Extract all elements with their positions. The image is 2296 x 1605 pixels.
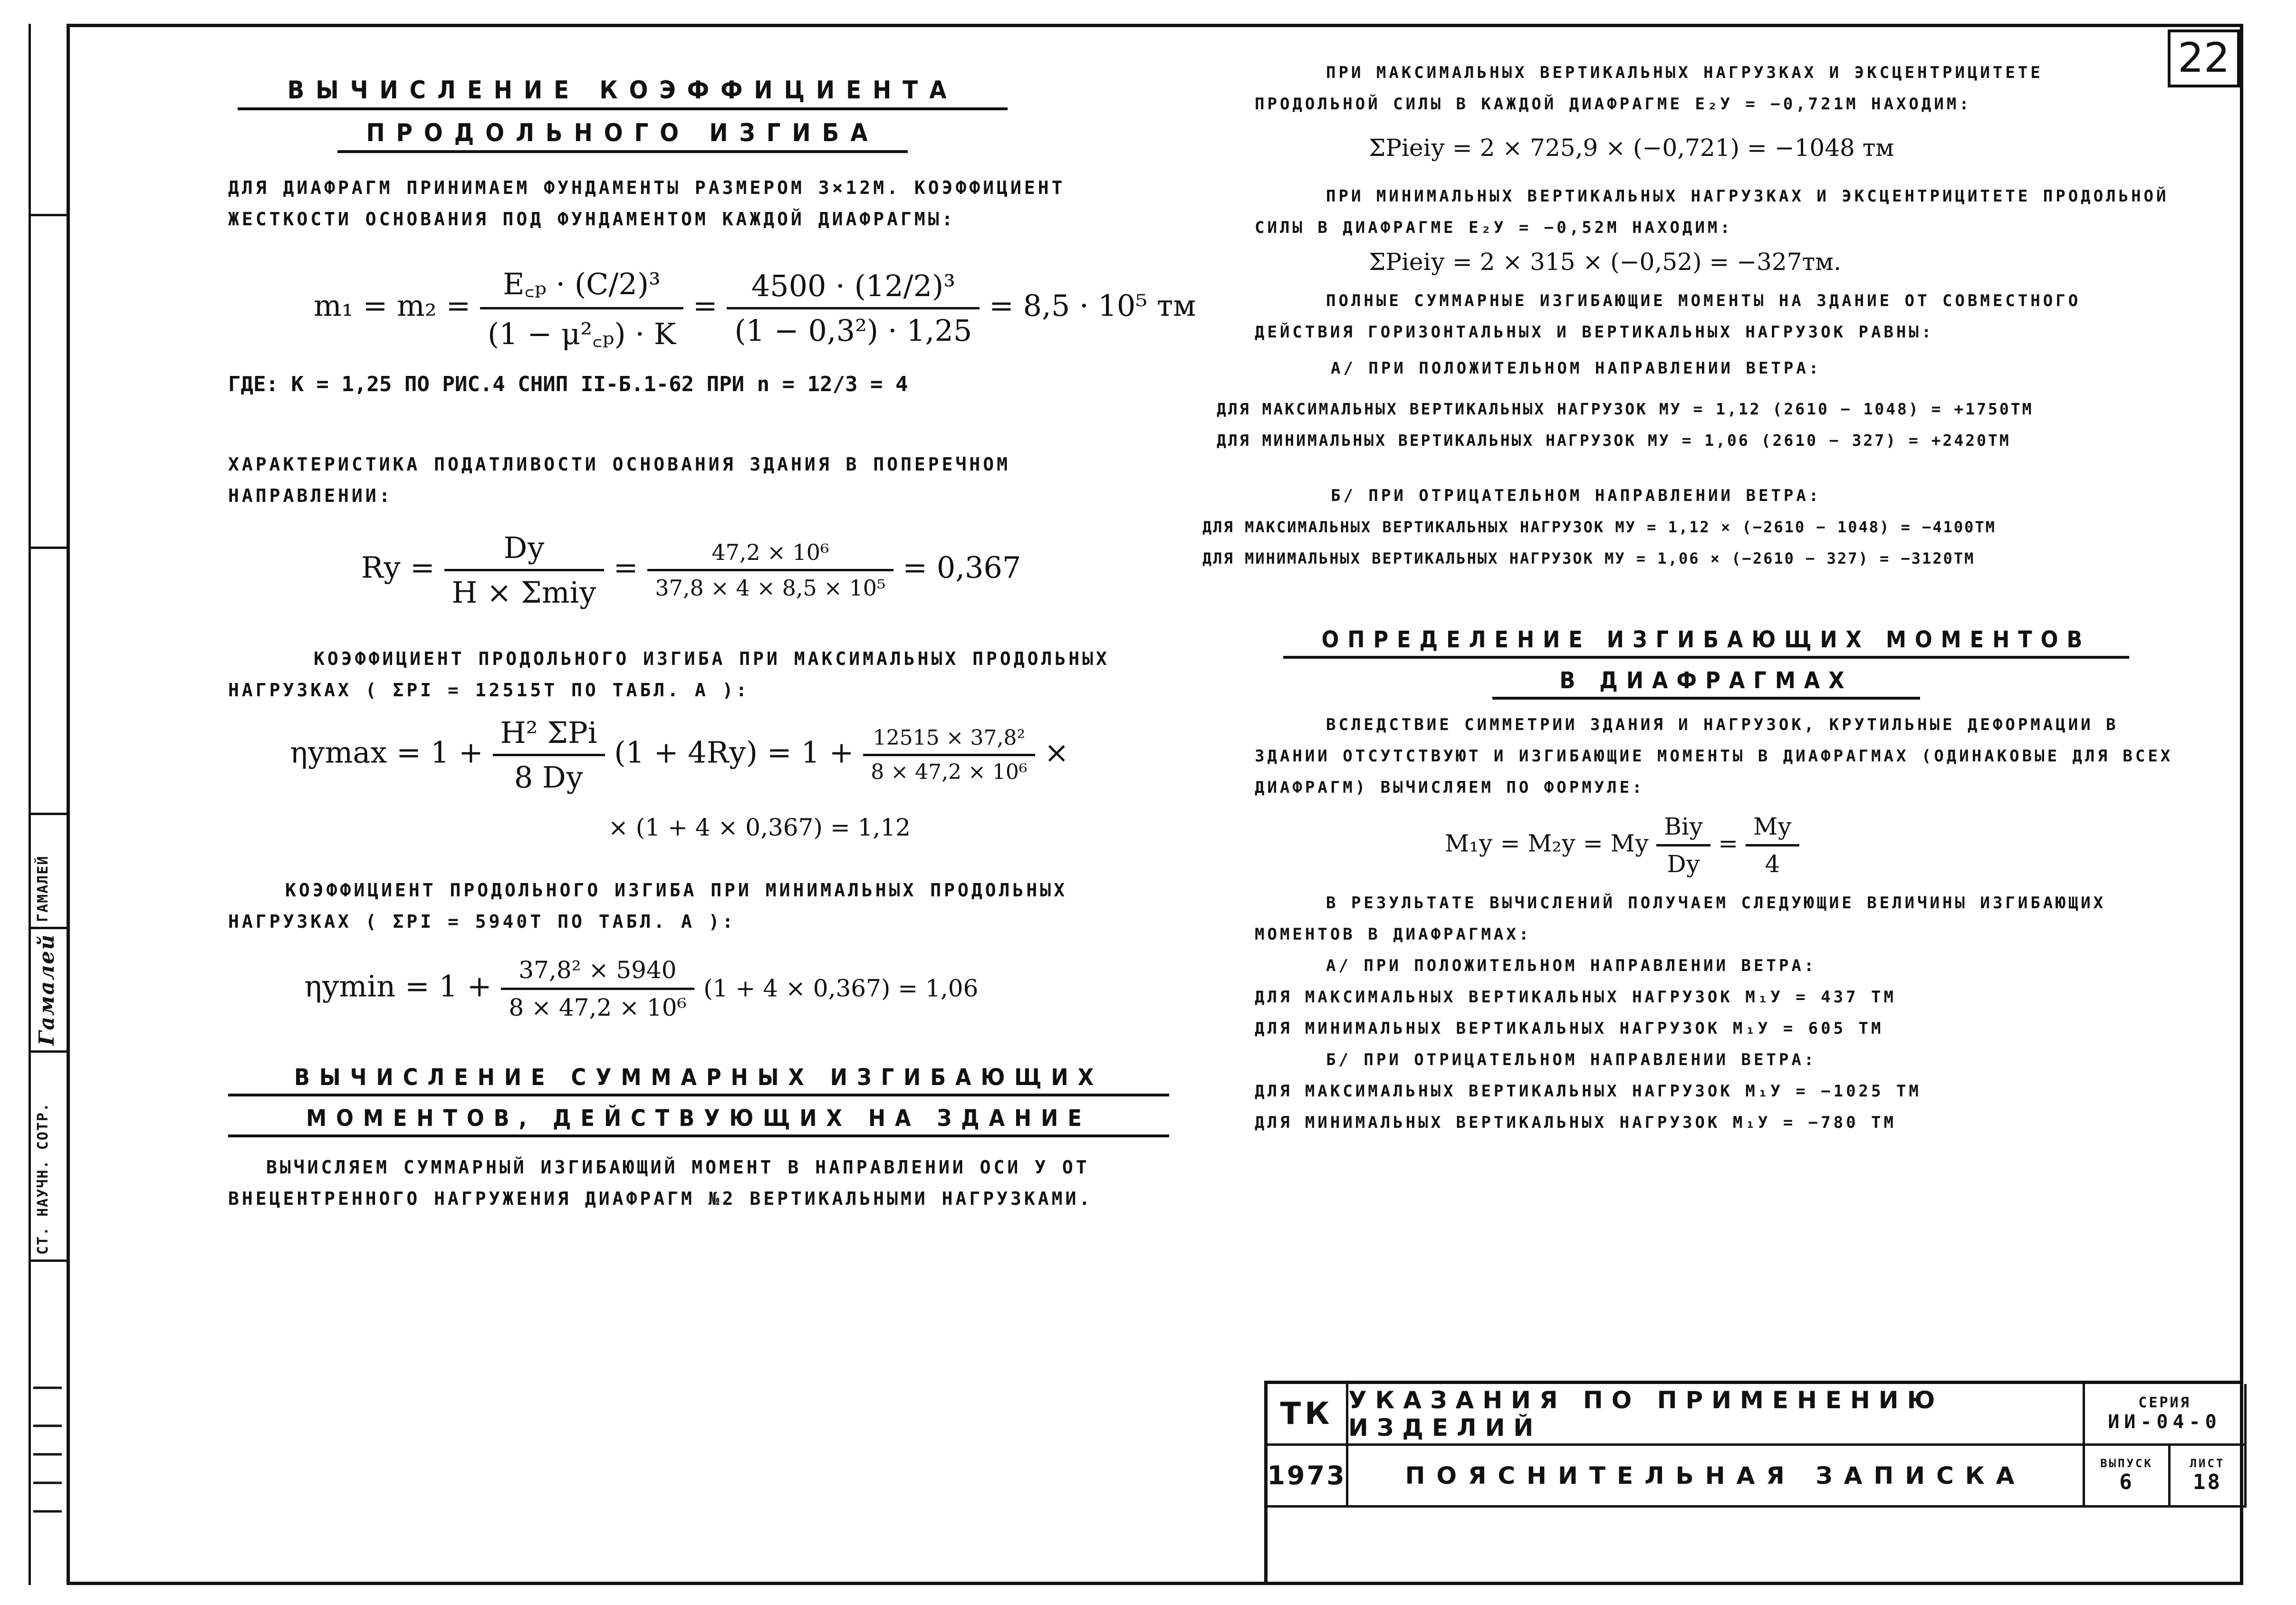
- left-column: [228, 76, 1207, 1214]
- formula-lhs: Rу =: [361, 550, 435, 585]
- year: 1973: [1267, 1461, 1346, 1490]
- case-label: Б/ ПРИ ОТРИЦАТЕЛЬНОМ НАПРАВЛЕНИИ ВЕТРА:: [1326, 1050, 1817, 1069]
- signature-sidebar: [29, 24, 67, 1585]
- denominator: 37,8 × 4 × 8,5 × 10⁵: [655, 575, 886, 601]
- formula-stiffness: m₁ = m₂ = $\frac{\text{E꜀ₚ · (C/2)³}}{\text{(1 − μ²꜀ₚ) · K}}$ = $\frac{\text{4500 · (12/2)³}}{\text{(1 − 0,3²) · 1,25}}$ = 8,5 · 10⁵ тм: [314, 263, 1207, 353]
- paragraph: ПРИ МИНИМАЛЬНЫХ ВЕРТИКАЛЬНЫХ НАГРУЗКАХ И ЭКСЦЕНТРИЦИТЕТЕ ПРОДОЛЬНОЙ СИЛЫ В ДИАФРАГМЕ E₂У = −0,52М НАХОДИМ:: [1255, 187, 2169, 237]
- case-label: Б/ ПРИ ОТРИЦАТЕЛЬНОМ НАПРАВЛЕНИИ ВЕТРА:: [1331, 486, 1822, 505]
- formula-eta-max-cont: × (1 + 4 × 0,367) = 1,12: [608, 814, 911, 841]
- fraction: [493, 715, 605, 795]
- heading-line: МОМЕНТОВ, ДЕЙСТВУЮЩИХ НА ЗДАНИЕ: [228, 1105, 1169, 1137]
- org-code: ТК: [1280, 1396, 1334, 1432]
- document-subtitle: ПОЯСНИТЕЛЬНАЯ ЗАПИСКА: [1405, 1461, 2026, 1490]
- denominator: (1 − 0,3²) · 1,25: [734, 313, 972, 348]
- moment-line: ДЛЯ МИНИМАЛЬНЫХ ВЕРТИКАЛЬНЫХ НАГРУЗОК M₁У = −780 ТМ: [1255, 1113, 1896, 1132]
- formula-where: ГДЕ: K = 1,25 ПО РИС.4 СНИП II-Б.1-62 ПРИ n = 12/3 = 4: [228, 372, 908, 396]
- denominator: Dу: [1667, 850, 1700, 878]
- moment-line: ДЛЯ МИНИМАЛЬНЫХ ВЕРТИКАЛЬНЫХ НАГРУЗОК MУ = 1,06 × (−2610 − 327) = −3120ТМ: [1202, 549, 1975, 567]
- formula-lhs: m₁ = m₂ =: [314, 288, 471, 323]
- sheet-value: 18: [2193, 1470, 2222, 1494]
- denominator: H × Σmiу: [452, 575, 596, 610]
- formula-eq: =: [1718, 829, 1739, 857]
- formula-diaphragm-moment: [1445, 813, 2234, 878]
- paragraph: ПОЛНЫЕ СУММАРНЫЕ ИЗГИБАЮЩИЕ МОМЕНТЫ НА ЗДАНИЕ ОТ СОВМЕСТНОГО ДЕЙСТВИЯ ГОРИЗОНТАЛЬНЫХ И ВЕРТИКАЛЬНЫХ НАГРУЗОК РАВНЫ:: [1255, 291, 2081, 342]
- numerator: 12515 × 37,8²: [863, 726, 1035, 756]
- issue-label: ВЫПУСК: [2100, 1457, 2153, 1470]
- fraction: [727, 269, 980, 348]
- fraction: [647, 539, 893, 601]
- fraction: [480, 263, 683, 353]
- heading-line: ОПРЕДЕЛЕНИЕ ИЗГИБАЮЩИХ МОМЕНТОВ: [1283, 626, 2129, 659]
- paragraph: КОЭФФИЦИЕНТ ПРОДОЛЬНОГО ИЗГИБА ПРИ МАКСИМАЛЬНЫХ ПРОДОЛЬНЫХ НАГРУЗКАХ ( ΣPI = 12515Т ПО ТАБЛ. А ):: [228, 648, 1110, 701]
- fraction: [863, 726, 1035, 784]
- year-cell: [1268, 1446, 1348, 1508]
- case-label: А/ ПРИ ПОЛОЖИТЕЛЬНОМ НАПРАВЛЕНИИ ВЕТРА:: [1326, 956, 1817, 975]
- case-label: А/ ПРИ ПОЛОЖИТЕЛЬНОМ НАПРАВЛЕНИИ ВЕТРА:: [1331, 359, 1822, 378]
- formula-eta-max: [290, 715, 1207, 795]
- formula-tail: ×: [1044, 735, 1069, 770]
- fraction: [501, 956, 694, 1021]
- name-label: ГАМАЛЕЙ: [35, 855, 51, 922]
- fraction: [444, 530, 604, 610]
- numerator: Biу: [1656, 813, 1710, 846]
- issue-value: 6: [2119, 1470, 2134, 1494]
- sidebar-divider: [31, 547, 69, 549]
- role-label: СТ. НАУЧН. СОТР.: [35, 1102, 51, 1255]
- fraction: [1746, 813, 1799, 878]
- heading-line: ВЫЧИСЛЕНИЕ СУММАРНЫХ ИЗГИБАЮЩИХ: [228, 1064, 1169, 1096]
- formula-eccentric-min: ΣPieiу = 2 × 315 × (−0,52) = −327тм.: [1369, 248, 1841, 276]
- formula-tail: (1 + 4 × 0,367) = 1,06: [703, 974, 979, 1002]
- numerator: E꜀ₚ · (C/2)³: [480, 263, 683, 309]
- sidebar-divider: [31, 927, 69, 929]
- formula-mid: (1 + 4Rу) = 1 +: [614, 735, 854, 770]
- paragraph: ХАРАКТЕРИСТИКА ПОДАТЛИВОСТИ ОСНОВАНИЯ ЗДАНИЯ В ПОПЕРЕЧНОМ НАПРАВЛЕНИИ:: [228, 454, 1011, 506]
- series-cell: [2085, 1384, 2247, 1446]
- numerator: 37,8² × 5940: [501, 956, 694, 990]
- numerator: Dу: [444, 530, 604, 571]
- sheet-label: ЛИСТ: [2190, 1457, 2225, 1470]
- title-block: [1264, 1381, 2243, 1585]
- moment-line: ДЛЯ МИНИМАЛЬНЫХ ВЕРТИКАЛЬНЫХ НАГРУЗОК M₁У = 605 ТМ: [1255, 1019, 1884, 1038]
- registration-marks: [29, 1359, 67, 1559]
- numerator: H² ΣPi: [493, 715, 605, 756]
- formula-lhs: ηуmin = 1 +: [304, 969, 492, 1004]
- signature: Гамалей: [35, 933, 59, 1046]
- paragraph: ВСЛЕДСТВИЕ СИММЕТРИИ ЗДАНИЯ И НАГРУЗОК, КРУТИЛЬНЫЕ ДЕФОРМАЦИИ В ЗДАНИИ ОТСУТСТВУЮТ И ИЗГИБАЮЩИЕ МОМЕНТЫ В ДИАФРАГМАХ (ОДИНАКОВЫЕ ДЛЯ ВСЕХ ДИАФРАГМ) ВЫЧИСЛЯЕМ ПО ФОРМУЛЕ:: [1255, 715, 2173, 797]
- paragraph: ДЛЯ ДИАФРАГМ ПРИНИМАЕМ ФУНДАМЕНТЫ РАЗМЕРОМ 3×12М. КОЭФФИЦИЕНТ ЖЕСТКОСТИ ОСНОВАНИЯ ПОД ФУНДАМЕНТОМ КАЖДОЙ ДИАФРАГМЫ:: [228, 177, 1066, 230]
- paragraph: ПРИ МАКСИМАЛЬНЫХ ВЕРТИКАЛЬНЫХ НАГРУЗКАХ И ЭКСЦЕНТРИЦИТЕТЕ ПРОДОЛЬНОЙ СИЛЫ В КАЖДОЙ ДИАФРАГМЕ E₂У = −0,721М НАХОДИМ:: [1255, 63, 2043, 114]
- heading-buckling-coefficient: [238, 76, 1008, 153]
- paragraph: КОЭФФИЦИЕНТ ПРОДОЛЬНОГО ИЗГИБА ПРИ МИНИМАЛЬНЫХ ПРОДОЛЬНЫХ НАГРУЗКАХ ( ΣPI = 5940Т ПО ТАБЛ. А ):: [228, 880, 1068, 932]
- formula-compliance: Rу = $\frac{Dу}{\text{H × Σmiу}}$ = $\frac{\text{47,2 × 10⁶}}{\text{37,8 × 4 × 8,5 × 10⁵}}$ = 0,367: [361, 530, 1021, 610]
- series-value: ИИ-04-0: [2108, 1411, 2221, 1433]
- formula-lhs: ηуmax = 1 +: [290, 735, 483, 770]
- right-column: [1202, 57, 2234, 1138]
- heading-total-moments: [228, 1064, 1169, 1137]
- formula-eccentric-max: ΣPieiу = 2 × 725,9 × (−0,721) = −1048 тм: [1369, 134, 1894, 162]
- denominator: (1 − μ²꜀ₚ) · K: [488, 317, 676, 351]
- heading-line: ПРОДОЛЬНОГО ИЗГИБА: [337, 119, 908, 153]
- sidebar-divider: [31, 813, 69, 815]
- numerator: 4500 · (12/2)³: [727, 269, 980, 309]
- sidebar-divider: [31, 1050, 69, 1053]
- moment-line: ДЛЯ МИНИМАЛЬНЫХ ВЕРТИКАЛЬНЫХ НАГРУЗОК MУ = 1,06 (2610 − 327) = +2420ТМ: [1217, 431, 2011, 450]
- formula-lhs: M₁у = M₂у = Mу: [1445, 829, 1649, 857]
- numerator: Mу: [1746, 813, 1799, 846]
- paragraph: ВЫЧИСЛЯЕМ СУММАРНЫЙ ИЗГИБАЮЩИЙ МОМЕНТ В НАПРАВЛЕНИИ ОСИ У ОТ ВНЕЦЕНТРЕННОГО НАГРУЖЕНИЯ ДИАФРАГМ №2 ВЕРТИКАЛЬНЫМИ НАГРУЗКАМИ.: [228, 1157, 1093, 1209]
- denominator: 4: [1765, 850, 1780, 878]
- heading-diaphragm-moments: [1283, 626, 2129, 700]
- heading-line: В ДИАФРАГМАХ: [1492, 667, 1920, 700]
- sheet-cell: [2171, 1446, 2247, 1508]
- sidebar-divider: [31, 1259, 69, 1262]
- numerator: 47,2 × 10⁶: [647, 539, 893, 571]
- document-title: УКАЗАНИЯ ПО ПРИМЕНЕНИЮ ИЗДЕЛИЙ: [1348, 1386, 1944, 1442]
- formula-result: = 0,367: [903, 550, 1021, 585]
- moment-line: ДЛЯ МАКСИМАЛЬНЫХ ВЕРТИКАЛЬНЫХ НАГРУЗОК M₁У = −1025 ТМ: [1255, 1082, 1921, 1101]
- moment-line: ДЛЯ МАКСИМАЛЬНЫХ ВЕРТИКАЛЬНЫХ НАГРУЗОК MУ = 1,12 × (−2610 − 1048) = −4100ТМ: [1202, 518, 1996, 536]
- denominator: 8 Dу: [514, 760, 584, 795]
- series-label: СЕРИЯ: [2138, 1394, 2191, 1411]
- paragraph: В РЕЗУЛЬТАТЕ ВЫЧИСЛЕНИЙ ПОЛУЧАЕМ СЛЕДУЮЩИЕ ВЕЛИЧИНЫ ИЗГИБАЮЩИХ МОМЕНТОВ В ДИАФРАГМАХ:: [1255, 894, 2106, 944]
- formula-eta-min: [304, 956, 1207, 1021]
- issue-cell: [2085, 1446, 2171, 1508]
- moment-line: ДЛЯ МАКСИМАЛЬНЫХ ВЕРТИКАЛЬНЫХ НАГРУЗОК MУ = 1,12 (2610 − 1048) = +1750ТМ: [1217, 400, 2034, 418]
- heading-line: ВЫЧИСЛЕНИЕ КОЭФФИЦИЕНТА: [238, 76, 1008, 110]
- org-cell: [1268, 1384, 1348, 1446]
- denominator: 8 × 47,2 × 10⁶: [871, 760, 1028, 784]
- page-number: 22: [2168, 29, 2240, 87]
- denominator: 8 × 47,2 × 10⁶: [509, 994, 687, 1021]
- moment-line: ДЛЯ МАКСИМАЛЬНЫХ ВЕРТИКАЛЬНЫХ НАГРУЗОК M₁У = 437 ТМ: [1255, 988, 1896, 1007]
- subtitle-cell: [1348, 1446, 2085, 1508]
- fraction: [1656, 813, 1710, 878]
- formula-result: = 8,5 · 10⁵ тм: [989, 288, 1196, 323]
- title-cell: [1348, 1384, 2085, 1446]
- sidebar-divider: [31, 214, 69, 216]
